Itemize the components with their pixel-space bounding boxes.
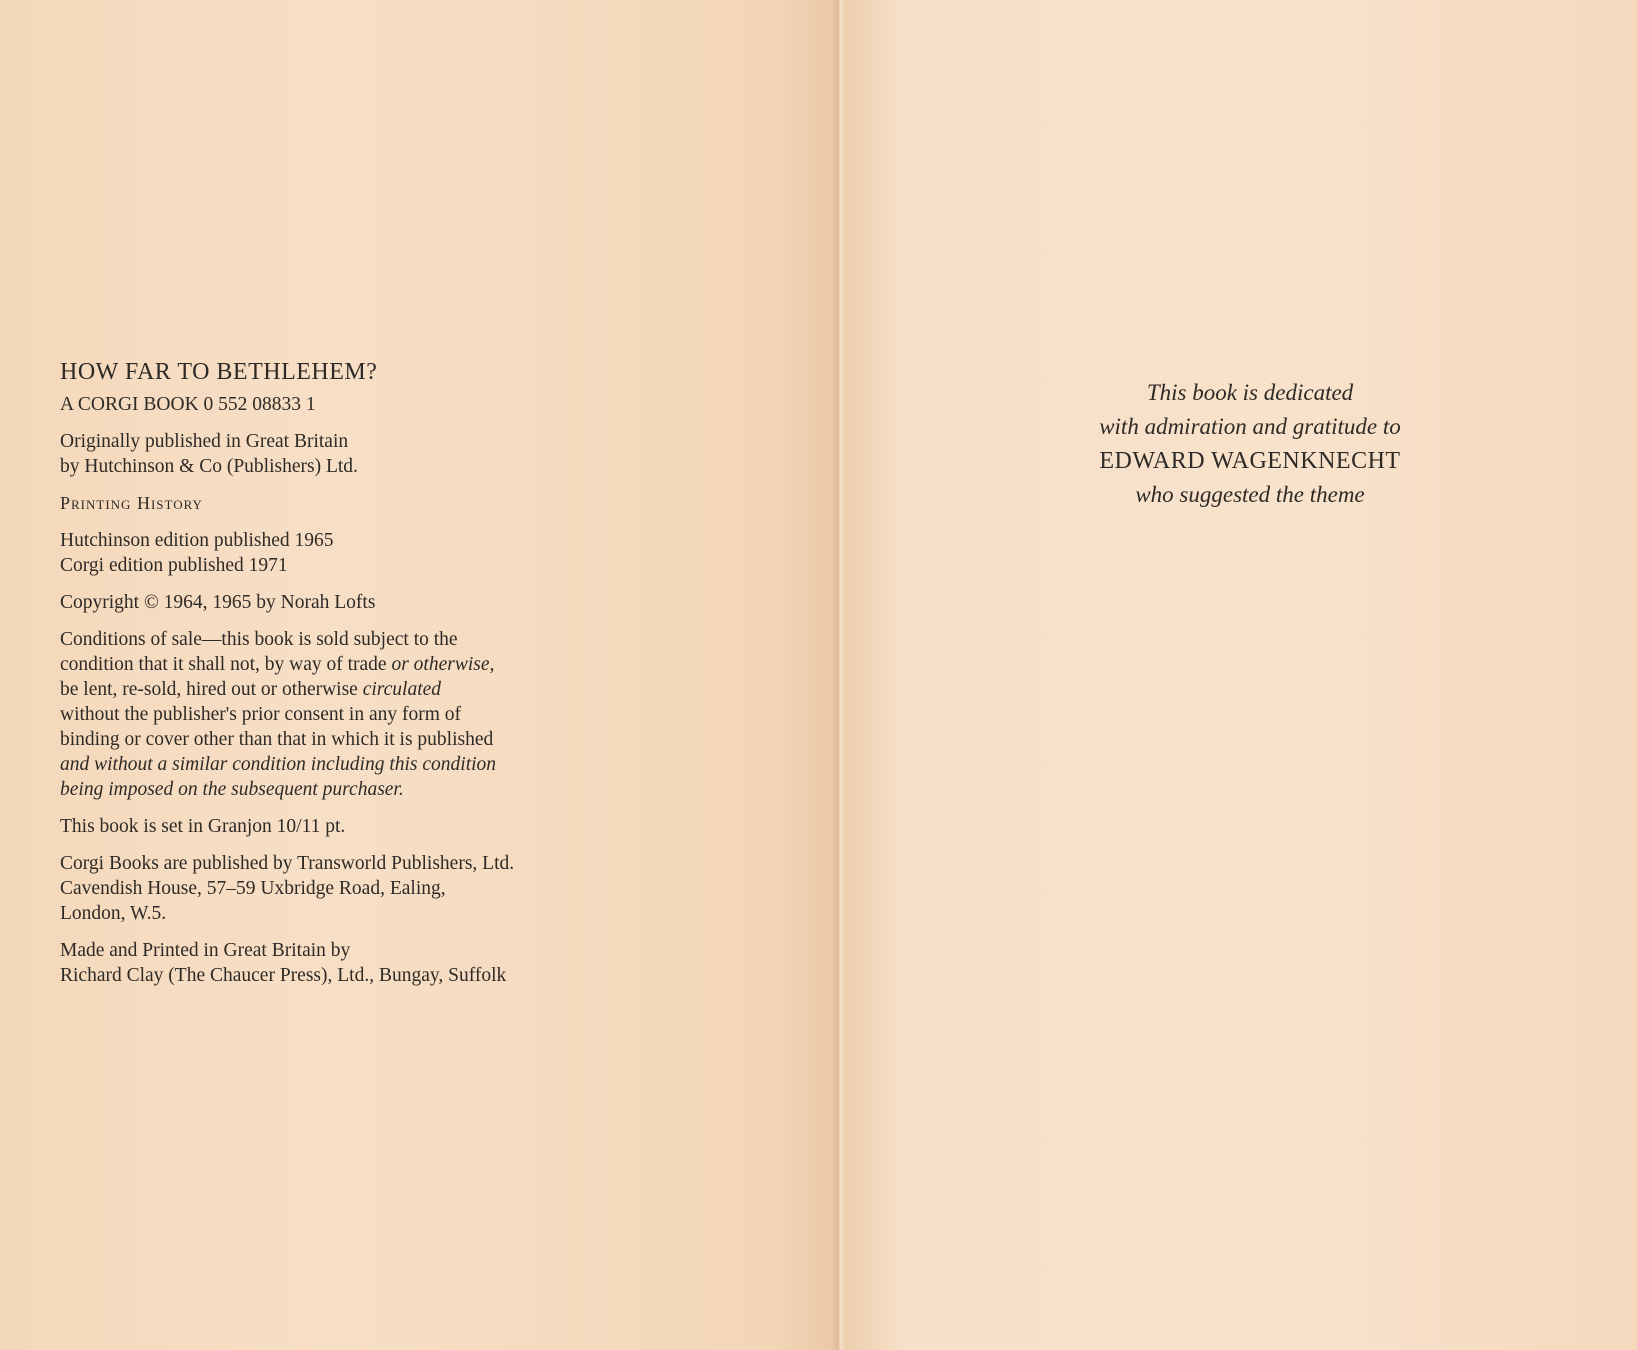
dedication-line: with admiration and gratitude to (1099, 414, 1401, 439)
conditions-line: without the publisher's prior consent in any form of (60, 704, 462, 725)
typeface-note: This book is set in Granjon 10/11 pt. (60, 816, 346, 837)
conditions-text: be lent, re-sold, hired out or otherwise (60, 679, 363, 700)
dedicatee-name: EDWARD WAGENKNECHT (1099, 448, 1401, 474)
copyright-notice: Copyright © 1964, 1965 by Norah Lofts (60, 592, 376, 613)
corgi-book-number: A CORGI BOOK 0 552 08833 1 (60, 394, 316, 415)
conditions-line: binding or cover other than that in which it is published (60, 729, 494, 750)
publisher-line: London, W.5. (60, 903, 167, 924)
original-publication-line: by Hutchinson & Co (Publishers) Ltd. (60, 456, 358, 477)
printing-history-heading: Printing History (60, 493, 203, 513)
printing-history-line: Corgi edition published 1971 (60, 555, 288, 576)
conditions-line (60, 652, 620, 677)
right-page (838, 0, 1637, 1350)
printer-line: Richard Clay (The Chaucer Press), Ltd., Bungay, Suffolk (60, 965, 507, 986)
dedication-line: This book is dedicated (1146, 380, 1354, 405)
conditions-italic-text: or otherwise, (391, 654, 495, 675)
conditions-line (60, 677, 620, 702)
printer-info (60, 938, 620, 988)
printing-history (60, 528, 620, 578)
imprint-block (60, 358, 620, 1000)
publisher-line: Corgi Books are published by Transworld Publishers, Ltd. (60, 853, 515, 874)
book-gutter (832, 0, 846, 1350)
conditions-italic-line: being imposed on the subsequent purchaser. (60, 779, 404, 800)
conditions-text: condition that it shall not, by way of trade (60, 654, 392, 675)
show-through-title (150, 160, 660, 250)
printing-history-line: Hutchinson edition published 1965 (60, 530, 334, 551)
original-publication-line: Originally published in Great Britain (60, 431, 349, 452)
dedication (1040, 376, 1460, 512)
dedication-line: who suggested the theme (1135, 482, 1365, 507)
conditions-line: Conditions of sale—this book is sold subject to the (60, 629, 458, 650)
publisher-line: Cavendish House, 57–59 Uxbridge Road, Ealing, (60, 878, 446, 899)
book-title: HOW FAR TO BETHLEHEM? (60, 359, 378, 385)
conditions-italic-text: circulated (362, 679, 442, 700)
conditions-italic-line: and without a similar condition including this condition (60, 754, 497, 775)
publisher-address (60, 851, 620, 926)
printer-line: Made and Printed in Great Britain by (60, 940, 351, 961)
original-publication (60, 429, 620, 479)
conditions-of-sale (60, 627, 620, 802)
